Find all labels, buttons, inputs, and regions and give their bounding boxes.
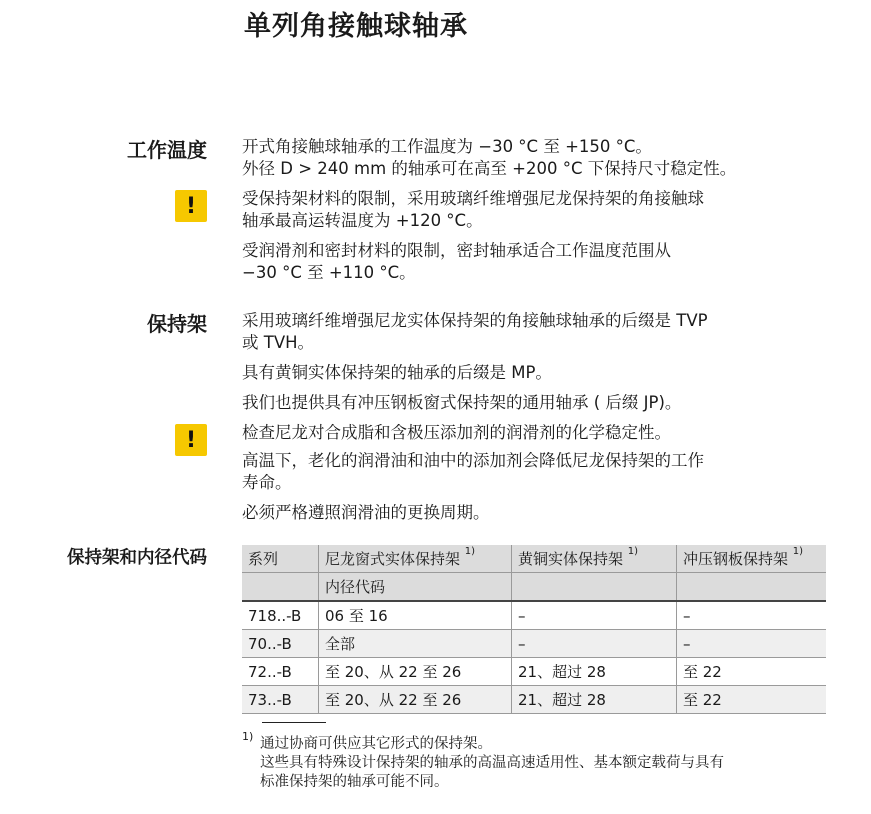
- cage-temperature-limit: [242, 188, 842, 232]
- footnote-ref: 1): [792, 546, 804, 557]
- cage-suffix-steel: 我们也提供具有冲压钢板窗式保持架的通用轴承 ( 后缀 JP)。: [242, 393, 682, 412]
- nylon-chemical-stability: 检查尼龙对合成脂和含极压添加剂的润滑剂的化学稳定性。: [242, 423, 671, 442]
- table-subheader-row: [242, 573, 826, 602]
- cage-suffix-nylon: [242, 310, 842, 354]
- cell-brass: –: [512, 630, 677, 658]
- cage-suffix-nylon-line-2: 或 TVH。: [242, 333, 315, 352]
- seal-temperature-limit-line-1: 受润滑剂和密封材料的限制，密封轴承适合工作温度范围从: [242, 241, 671, 260]
- cell-series: 718..-B: [242, 601, 319, 630]
- warning-icon: !: [175, 424, 207, 456]
- cell-nylon: 全部: [319, 630, 512, 658]
- section-heading-cage: 保持架: [147, 312, 207, 336]
- table-row: [242, 630, 826, 658]
- cell-brass: –: [512, 601, 677, 630]
- temperature-line-1: 开式角接触球轴承的工作温度为 −30 °C 至 +150 °C。: [242, 137, 652, 156]
- section-heading-temperature: 工作温度: [127, 138, 207, 162]
- footnote-text: [260, 735, 820, 792]
- header-steel: 冲压钢板保持架 $^{1)}$: [677, 545, 827, 573]
- header-brass: 黄铜实体保持架 $^{1)}$: [512, 545, 677, 573]
- cage-temperature-limit-line-1: 受保持架材料的限制，采用玻璃纤维增强尼龙保持架的角接触球: [242, 189, 704, 208]
- table-header-row: [242, 545, 826, 573]
- footnote-divider: [262, 722, 326, 723]
- section-heading-cage-bore-code: 保持架和内径代码: [67, 548, 207, 568]
- cell-brass: 21、超过 28: [512, 686, 677, 714]
- table-row: [242, 658, 826, 686]
- aging-lubricant-warning-line-2: 寿命。: [242, 473, 292, 492]
- aging-lubricant-warning: [242, 450, 842, 494]
- footnote-ref: 1): [464, 546, 476, 557]
- cell-series: 73..-B: [242, 686, 319, 714]
- footnote-ref: 1): [627, 546, 639, 557]
- cage-suffix-nylon-line-1: 采用玻璃纤维增强尼龙实体保持架的角接触球轴承的后缀是 TVP: [242, 311, 708, 330]
- cell-steel: –: [677, 630, 827, 658]
- footnote-mark: 1): [242, 730, 254, 743]
- cage-bore-code-table: [242, 545, 826, 714]
- cell-series: 70..-B: [242, 630, 319, 658]
- table-row: [242, 601, 826, 630]
- warning-icon: !: [175, 190, 207, 222]
- cage-temperature-limit-line-2: 轴承最高运转温度为 +120 °C。: [242, 211, 483, 230]
- cell-nylon: 至 20、从 22 至 26: [319, 658, 512, 686]
- cell-steel: 至 22: [677, 658, 827, 686]
- cell-steel: –: [677, 601, 827, 630]
- temperature-line-2: 外径 D > 240 mm 的轴承可在高至 +200 °C 下保持尺寸稳定性。: [242, 159, 737, 178]
- seal-temperature-limit: [242, 240, 842, 284]
- table-row: [242, 686, 826, 714]
- header-bore-code: 内径代码: [319, 573, 512, 602]
- cell-nylon: 至 20、从 22 至 26: [319, 686, 512, 714]
- oil-change-interval: 必须严格遵照润滑油的更换周期。: [242, 503, 490, 522]
- cell-nylon: 06 至 16: [319, 601, 512, 630]
- header-series: 系列: [242, 545, 319, 573]
- footnote-line-2: 这些具有特殊设计保持架的轴承的高温高速适用性、基本额定载荷与具有: [260, 755, 724, 771]
- footnote-line-3: 标准保持架的轴承可能不同。: [260, 774, 449, 790]
- cage-suffix-brass: 具有黄铜实体保持架的轴承的后缀是 MP。: [242, 363, 552, 382]
- footnote-line-1: 通过协商可供应其它形式的保持架。: [260, 736, 492, 752]
- seal-temperature-limit-line-2: −30 °C 至 +110 °C。: [242, 263, 416, 282]
- page-title: 单列角接触球轴承: [244, 11, 468, 42]
- cell-series: 72..-B: [242, 658, 319, 686]
- cell-steel: 至 22: [677, 686, 827, 714]
- cell-brass: 21、超过 28: [512, 658, 677, 686]
- header-nylon: 尼龙窗式实体保持架 $^{1)}$: [319, 545, 512, 573]
- aging-lubricant-warning-line-1: 高温下，老化的润滑油和油中的添加剂会降低尼龙保持架的工作: [242, 451, 704, 470]
